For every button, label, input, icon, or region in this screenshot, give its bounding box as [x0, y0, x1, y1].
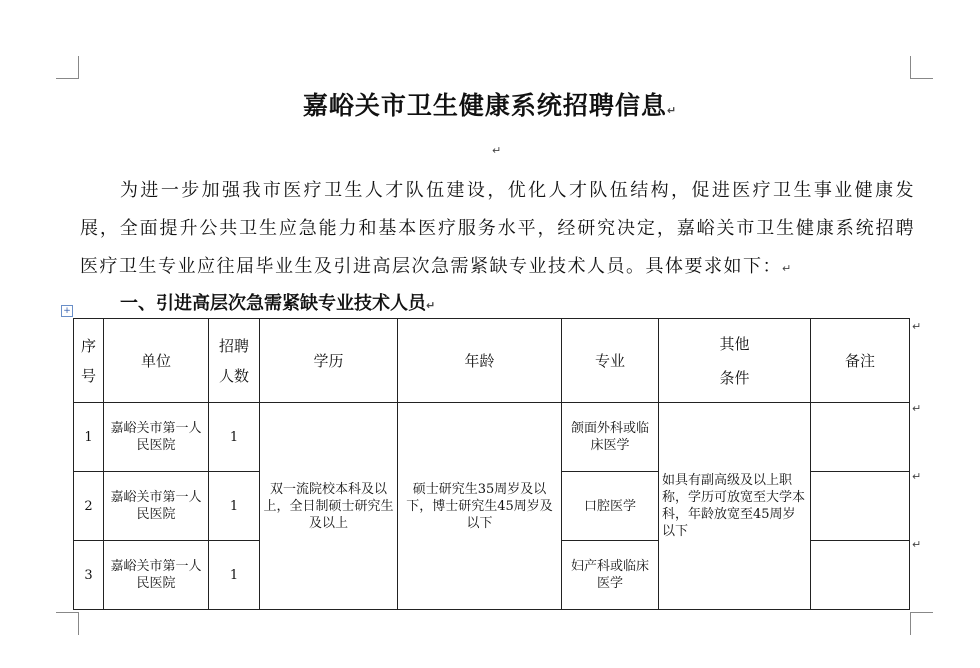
header-other-line1: 其他 — [719, 334, 750, 353]
document-title[interactable] — [0, 86, 980, 122]
header-seq-line1: 序 — [80, 336, 96, 355]
cell-other[interactable]: 如具有副高级及以上职称，学历可放宽至大学本科，年龄放宽至45周岁以下 — [659, 403, 811, 610]
cell-major[interactable]: 妇产科或临床医学 — [562, 541, 659, 610]
cell-count[interactable]: 1 — [209, 403, 260, 472]
table-header-row — [74, 319, 910, 403]
header-major[interactable]: 专业 — [562, 319, 659, 403]
cell-seq[interactable]: 1 — [74, 403, 104, 472]
header-education[interactable]: 学历 — [260, 319, 398, 403]
table-row — [74, 403, 910, 472]
cell-count[interactable]: 1 — [209, 472, 260, 541]
cell-remark[interactable] — [811, 403, 910, 472]
title-text: 嘉峪关市卫生健康系统招聘信息 — [302, 91, 667, 120]
intro-text: 为进一步加强我市医疗卫生人才队伍建设，优化人才队伍结构，促进医疗卫生事业健康发展，全面提升公共卫生应急能力和基本医疗服务水平，经研究决定，嘉峪关市卫生健康系统招聘医疗卫生专业应往届毕业生及引进高层次急需紧缺专业技术人员。具体要求如下： — [80, 180, 915, 277]
row-end-mark: ↵ — [912, 320, 922, 333]
header-count-line2: 人数 — [218, 366, 249, 385]
cell-remark[interactable] — [811, 472, 910, 541]
row-end-mark: ↵ — [912, 402, 922, 415]
crop-mark-top-left — [56, 56, 79, 79]
header-count[interactable] — [209, 319, 260, 403]
paragraph-mark: ↵ — [426, 299, 436, 312]
cell-major[interactable]: 颌面外科或临床医学 — [562, 403, 659, 472]
cell-unit[interactable]: 嘉峪关市第一人民医院 — [104, 472, 209, 541]
cell-seq[interactable]: 2 — [74, 472, 104, 541]
header-other-line2: 条件 — [719, 368, 750, 387]
row-end-mark: ↵ — [912, 538, 922, 551]
cell-remark[interactable] — [811, 541, 910, 610]
crop-mark-bottom-left — [56, 612, 79, 635]
paragraph-mark: ↵ — [666, 104, 678, 117]
header-other[interactable] — [659, 319, 811, 403]
header-count-line1: 招聘 — [218, 336, 249, 355]
cell-major[interactable]: 口腔医学 — [562, 472, 659, 541]
intro-paragraph[interactable] — [80, 172, 915, 288]
crop-mark-top-right — [910, 56, 933, 79]
cell-unit[interactable]: 嘉峪关市第一人民医院 — [104, 403, 209, 472]
cell-count[interactable]: 1 — [209, 541, 260, 610]
header-remark[interactable]: 备注 — [811, 319, 910, 403]
header-seq[interactable] — [74, 319, 104, 403]
header-unit[interactable]: 单位 — [104, 319, 209, 403]
crop-mark-bottom-right — [910, 612, 933, 635]
header-age[interactable]: 年龄 — [398, 319, 562, 403]
recruitment-table — [73, 318, 910, 610]
paragraph-mark: ↵ — [782, 262, 793, 275]
section-heading-text: 一、引进高层次急需紧缺专业技术人员 — [120, 293, 426, 314]
empty-paragraph-mark: ↵ — [492, 144, 502, 157]
section-heading[interactable] — [120, 289, 435, 315]
row-end-mark: ↵ — [912, 470, 922, 483]
header-seq-line2: 号 — [80, 366, 96, 385]
table-move-handle-icon[interactable]: + — [61, 305, 73, 317]
cell-seq[interactable]: 3 — [74, 541, 104, 610]
cell-unit[interactable]: 嘉峪关市第一人民医院 — [104, 541, 209, 610]
cell-age[interactable]: 硕士研究生35周岁及以下，博士研究生45周岁及以下 — [398, 403, 562, 610]
cell-education[interactable]: 双一流院校本科及以上，全日制硕士研究生及以上 — [260, 403, 398, 610]
